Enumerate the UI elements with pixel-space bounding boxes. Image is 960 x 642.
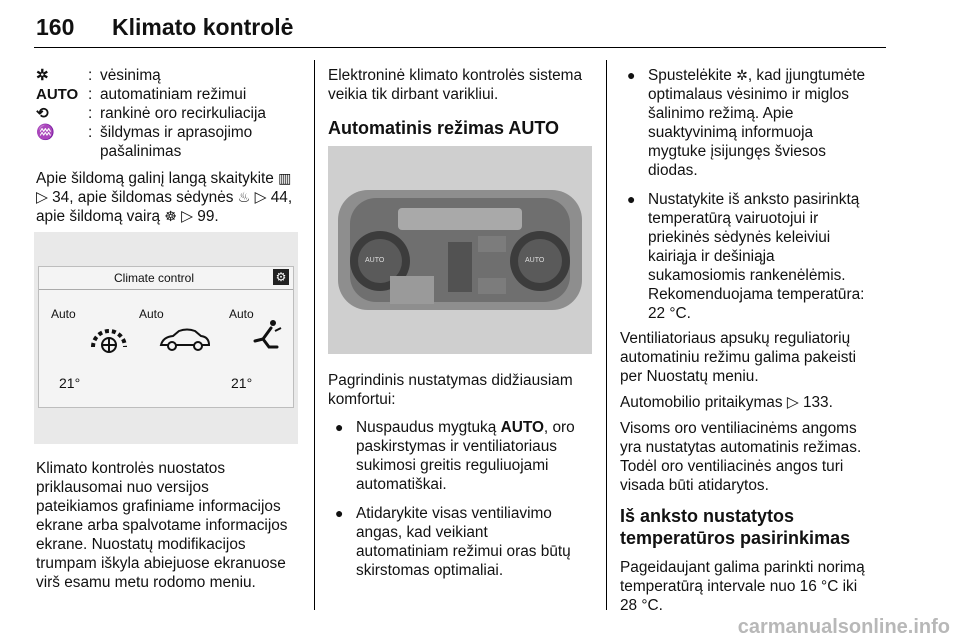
bullet-set-temperature: ● Nustatykite iš anksto pasirinktą temperatūrą vairuotojui ir priekinės sėdynės keleiviui kairiąja ir dešiniąja sukamosiomis rankenėlėmis. Rekomenduojama temperatūra: 22 °C. (627, 191, 865, 322)
climate-panel-drawing (328, 146, 592, 354)
fan-icon: ✲ (736, 67, 748, 83)
seat-airflow-icon (251, 317, 285, 353)
climate-display-illustration (34, 232, 298, 444)
legend-text: automatiniam režimui (100, 86, 247, 103)
display-screen (38, 266, 294, 408)
right-column (620, 66, 892, 615)
legend-row-auto: AUTO : automatiniam režimui (36, 86, 247, 103)
climate-panel-photo (328, 146, 592, 354)
legend-text: šildymas ir aprasojimo (100, 124, 253, 141)
auto-mid-label: Auto (139, 307, 164, 321)
section-heading-preset-temperature: Iš anksto nustatytos temperatūros pasirinkimas (620, 506, 851, 548)
middle-column-bottom: Pagrindinis nustatymas didžiausiam komfortui: ● Nuspaudus mygtuką AUTO, oro paskirstymas ir ventiliatoriaus sukimosi greitis reguliuojami automatiškai. ● Atidarykite visas ventiliavimo angas, kad veikiant automatiniam režimui oras būtų skirstomas optimaliai. (328, 371, 600, 580)
rear-window-heater-icon: ▥ (278, 170, 292, 186)
page-ref-icon: ▷ (786, 394, 799, 411)
display-title: Climate control (113, 271, 195, 285)
left-column (36, 66, 306, 226)
auto-label: AUTO (36, 86, 79, 103)
fan-speed-paragraph: Ventiliatoriaus apsukų reguliatorių automatiniu režimu galima pakeisti per Nuostatų meniu. (620, 330, 857, 385)
page-ref-icon: ▷ (36, 189, 48, 206)
legend-row-cooling: ✲ : vėsinimą (36, 67, 161, 84)
bullet-dot: ● (627, 191, 636, 207)
legend-text: rankinė oro recirkuliacija (100, 105, 266, 122)
fan-icon: ✲ (36, 67, 49, 84)
fan-speed-icon (89, 321, 129, 355)
middle-column-top: Elektroninė klimato kontrolės sistema veikia tik dirbant varikliui. Automatinis režimas AUTO (328, 66, 600, 139)
header-rule (34, 47, 886, 48)
auto-left-label: Auto (51, 307, 76, 321)
section-heading-auto: Automatinis režimas AUTO (328, 118, 560, 138)
site-watermark: carmanualsonline.info (737, 616, 950, 638)
legend-row-recirculation: ⟲ : rankinė oro recirkuliacija (36, 105, 266, 122)
left-bottom-paragraph: Klimato kontrolės nuostatos priklausomai nuo versijos pateikiamos grafiniame informacijos ekrane arba spalvotame informacijos ekrane. Nuostatų modifikacijos trumpam iškyla abiejuose ekranuose virš esamu metu rodomo meniu. (36, 460, 288, 591)
vents-paragraph: Visoms oro ventiliacinėms angoms yra nustatytas automatinis režimas. Todėl oro ventiliacinės angos turi visada būti atidarytos. (620, 420, 862, 494)
auto-right-label: Auto (229, 307, 254, 321)
display-divider (39, 289, 293, 290)
temp-left: 21° (59, 375, 81, 391)
bullet-dot: ● (335, 505, 344, 521)
settings-icon: ⚙ (273, 269, 289, 285)
page-ref-icon: ▷ (181, 208, 194, 225)
page-ref-icon: ▷ (254, 189, 267, 206)
heated-seat-icon: ♨ (237, 189, 251, 205)
bullet-auto-button: ● Nuspaudus mygtuką AUTO, oro paskirstymas ir ventiliatoriaus sukimosi greitis reguliuojami automatiškai. (335, 419, 575, 493)
recirculation-icon: ⟲ (36, 105, 49, 122)
auto-button-left: AUTO (365, 257, 385, 264)
legend-row-defrost: ♒ : šildymas ir aprasojimo (36, 124, 253, 141)
auto-button-right: AUTO (525, 257, 545, 264)
bullet-dot: ● (627, 67, 636, 83)
bullet-open-vents: ● Atidarykite visas ventiliavimo angas, kad veikiant automatiniam režimui oras būtų skirstomas optimaliai. (335, 505, 571, 579)
bullet-dot: ● (335, 419, 344, 435)
column-divider-2 (606, 60, 607, 610)
page-title: Klimato kontrolė (112, 14, 294, 40)
vehicle-personalization-ref: Automobilio pritaikymas ▷ 133. (620, 394, 833, 411)
reference-paragraph: Apie šildomą galinį langą skaitykite ▥ ▷ 34, apie šildomas sėdynės ♨ ▷ 44, apie šildomą vairą ☸ ▷ 99. (36, 170, 293, 225)
legend-text-continued: pašalinimas (100, 143, 182, 160)
bullet-cooling-button: ● Spustelėkite ✲, kad įjungtumėte optimalaus vėsinimo ir miglos šalinimo režimą. Apie suaktyvinimą informuoja mygtuke įsijungęs šviesos diodas. (627, 67, 866, 179)
car-airflow-icon (157, 327, 213, 353)
temp-right: 21° (231, 375, 253, 391)
temperature-range-paragraph: Pageidaujant galima parinkti norimą temperatūrą intervale nuo 16 °C iki 28 °C. (620, 559, 865, 614)
heated-steering-wheel-icon: ☸ (164, 208, 177, 224)
legend-text: vėsinimą (100, 67, 161, 84)
column-divider-1 (314, 60, 315, 610)
page-number: 160 (36, 14, 75, 40)
defrost-icon: ♒ (36, 124, 55, 141)
